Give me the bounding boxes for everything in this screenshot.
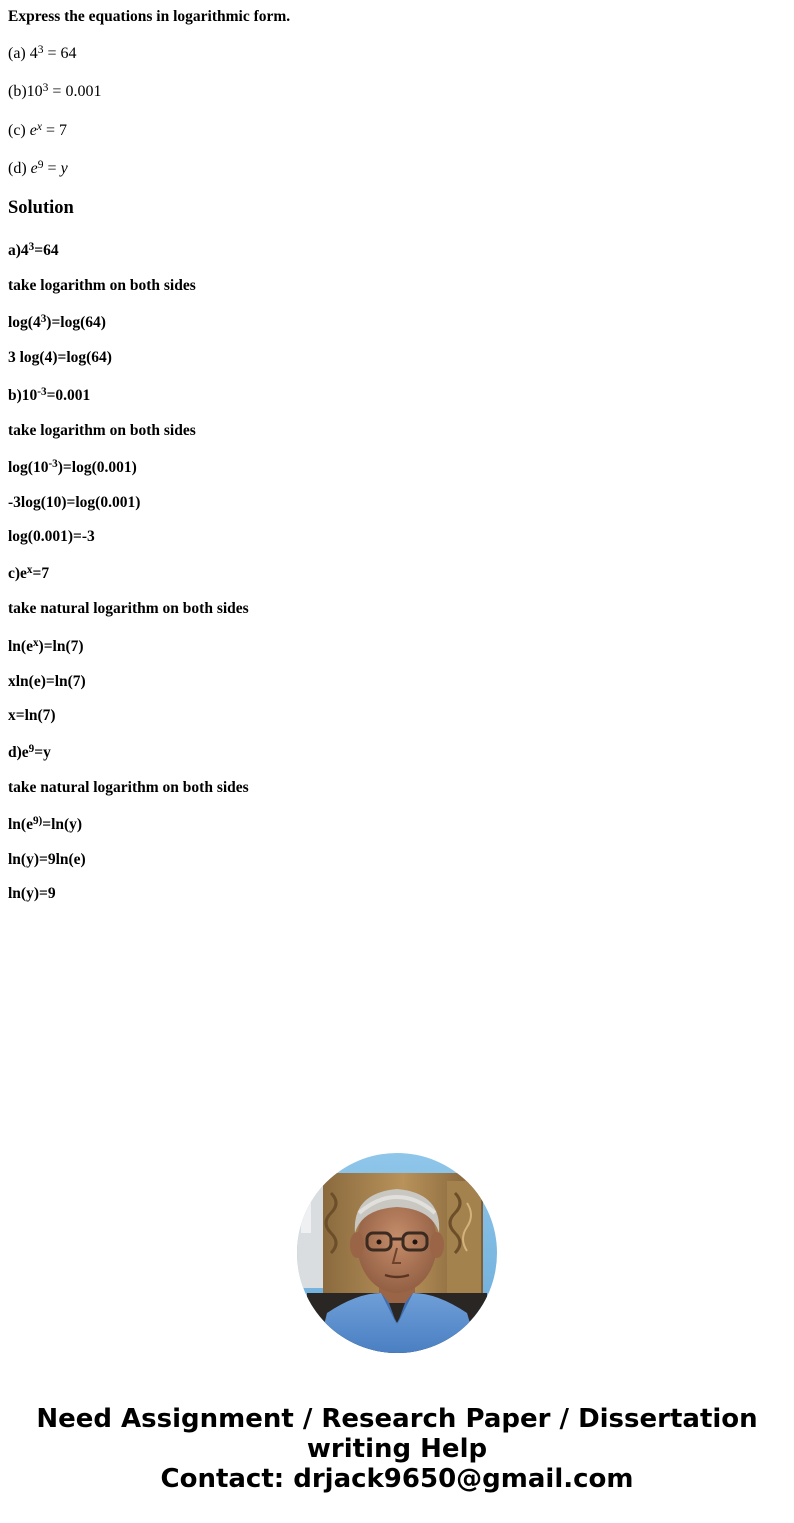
solution-d-result: ln(y)=9 <box>8 885 56 902</box>
question-title: Express the equations in logarithmic form. <box>8 8 291 25</box>
promo-banner <box>0 1404 794 1494</box>
solution-heading: Solution <box>8 198 74 218</box>
solution-b-step: take logarithm on both sides <box>8 422 196 439</box>
question-part-b: $(b)10^3 = 0.001$ <box>8 81 102 100</box>
question-part-d: (d) $e^9 = y$ <box>8 158 68 177</box>
solution-a-step: take logarithm on both sides <box>8 277 196 294</box>
solution-a-log: $\log(4^3)=\log(64)$ <box>8 312 106 331</box>
solution-b-expand: -3log(10)=log(0.001) <box>8 494 141 511</box>
solution-a-result: 3 log(4)=log(64) <box>8 349 112 366</box>
solution-d-step: take natural logarithm on both sides <box>8 779 249 796</box>
solution-c-step: take natural logarithm on both sides <box>8 600 249 617</box>
solution-d-log: $\ln(e^{9)}=\ln(y)$ <box>8 814 83 833</box>
solution-d-equation: $d)e^9=y$ <box>8 742 51 761</box>
solution-c-equation: $c)e^x=7$ <box>8 563 50 582</box>
promo-line-2: writing Help <box>306 1434 488 1464</box>
question-part-c: (c) $e^x = 7$ <box>8 120 68 139</box>
solution-b-log: $\log(10^{-3})=\log(0.001)$ <box>8 457 137 476</box>
solution-b-equation: $b)10^{-3}=0.001$ <box>8 385 91 404</box>
solution-c-log: $\ln(e^x)=\ln(7)$ <box>8 636 84 655</box>
solution-b-result: log(0.001)=-3 <box>8 528 95 545</box>
solution-d-expand: ln(y)=9ln(e) <box>8 851 86 868</box>
solution-c-expand: xln(e)=ln(7) <box>8 673 86 690</box>
tutor-portrait-icon <box>297 1153 497 1353</box>
solution-c-result: x=ln(7) <box>8 707 56 724</box>
promo-contact: Contact: drjack9650@gmail.com <box>160 1464 634 1494</box>
question-part-a: (a) $4^3 = 64$ <box>8 43 77 62</box>
tutor-avatar <box>297 1153 497 1353</box>
solution-a-equation: $a)4^3=64$ <box>8 240 59 259</box>
promo-line-1: Need Assignment / Research Paper / Dissertation <box>36 1404 758 1434</box>
